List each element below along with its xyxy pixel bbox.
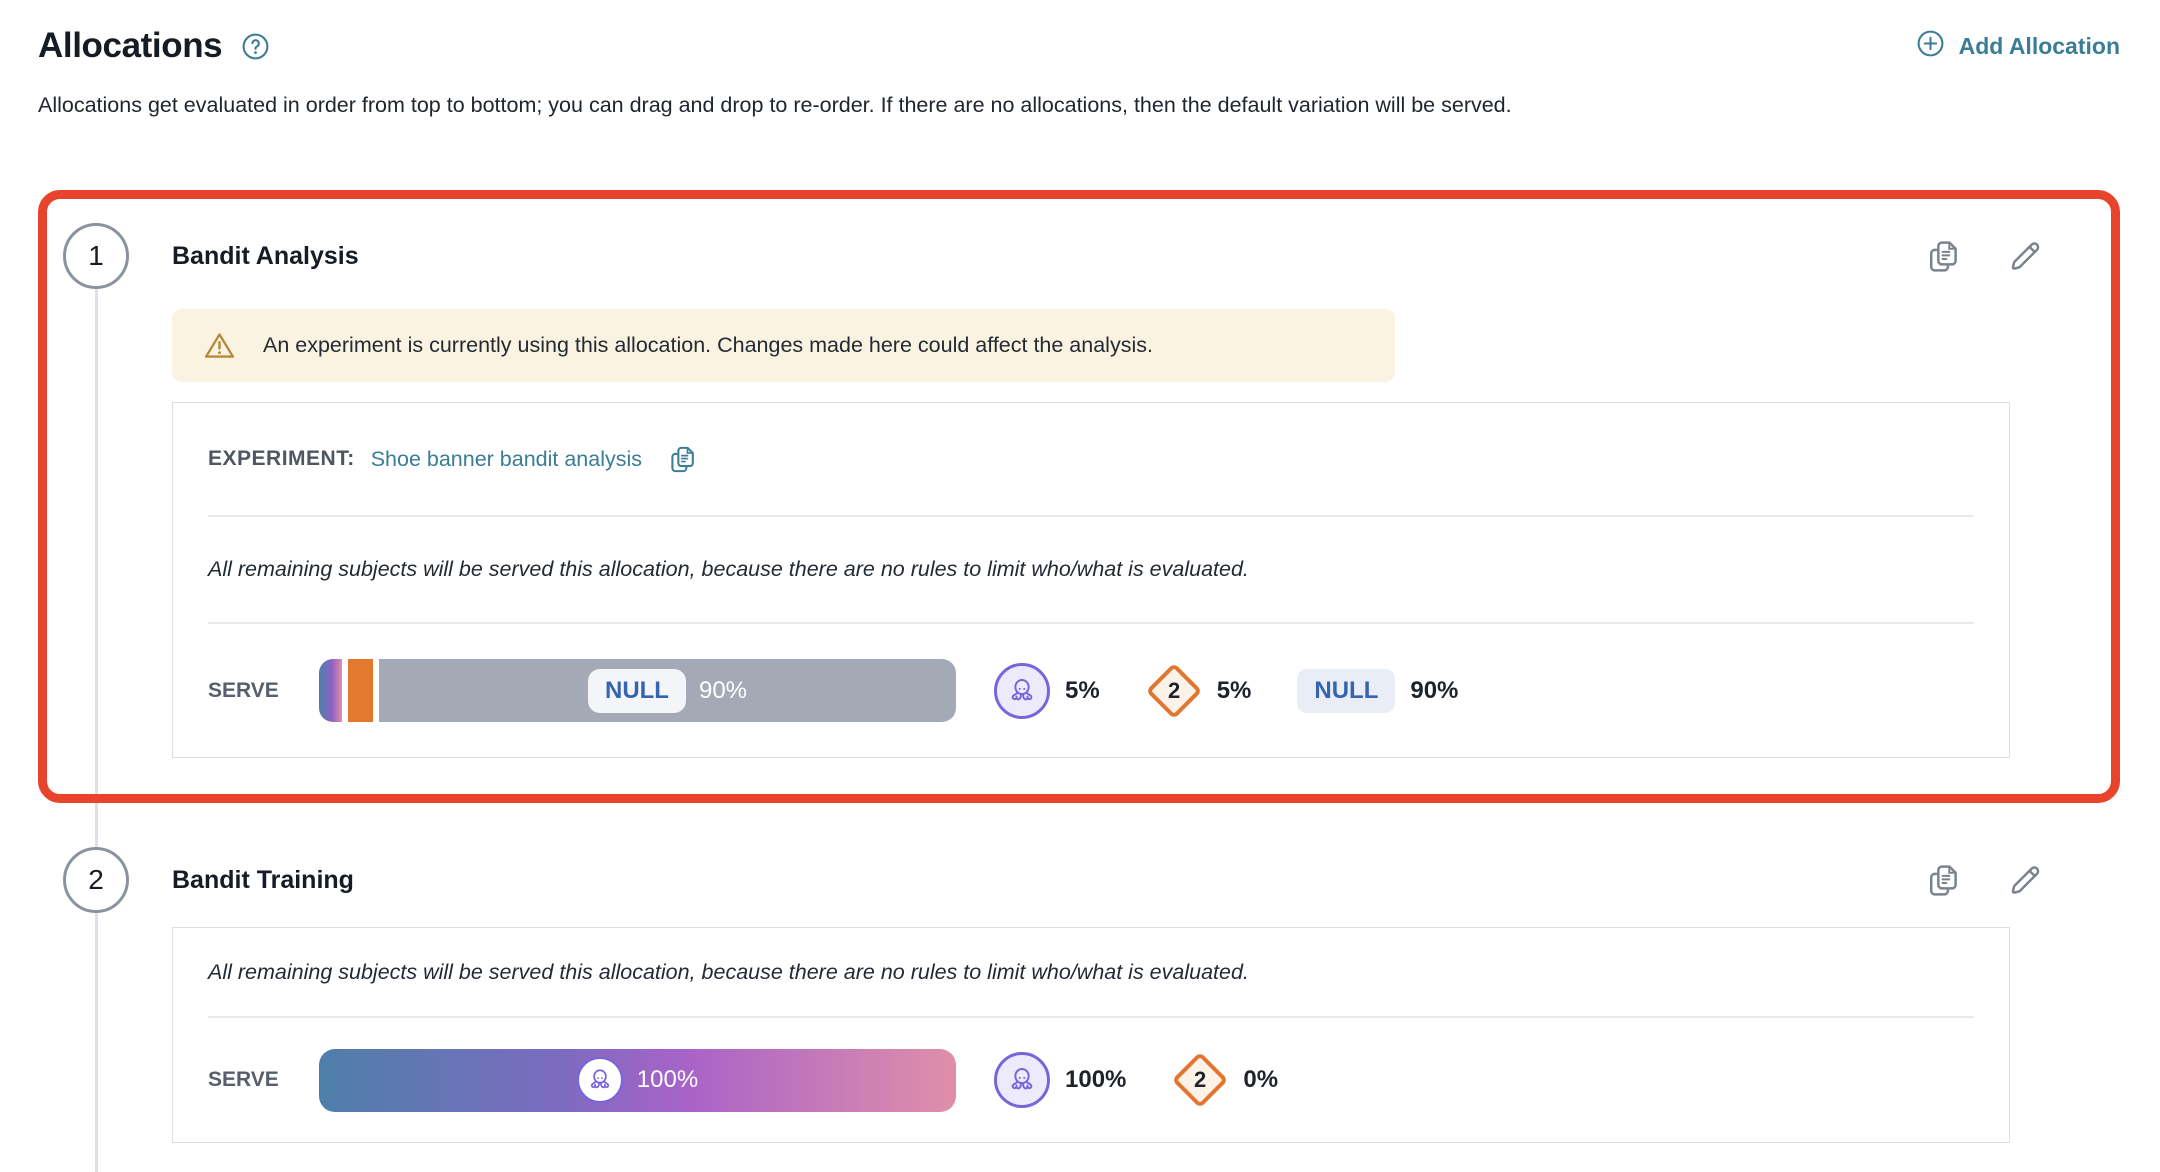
step-number-1: 1: [63, 223, 129, 289]
allocation-1-details: [172, 402, 2010, 758]
edit-pencil-icon[interactable]: [2005, 238, 2042, 275]
experiment-link[interactable]: Shoe banner bandit analysis: [370, 446, 643, 471]
plus-circle-icon: [1915, 28, 1946, 65]
remaining-subjects-note: All remaining subjects will be served this allocation, because there are no rules to limit who/what is evaluated.: [208, 959, 1249, 984]
experiment-warning-banner: [172, 309, 1395, 382]
edit-pencil-icon[interactable]: [2005, 862, 2042, 899]
legend-value: 90%: [1410, 676, 1459, 704]
remaining-subjects-note: All remaining subjects will be served this allocation, because there are no rules to limit who/what is evaluated.: [208, 557, 1249, 581]
serve-bar-1: [319, 659, 956, 722]
serve-legend-1: [994, 663, 1504, 719]
serve-label: SERVE: [208, 678, 279, 702]
page-header: [38, 26, 2120, 66]
copy-experiment-icon[interactable]: [668, 444, 699, 475]
step-column-1: [47, 223, 172, 758]
bar-segment-bandit: [319, 659, 342, 722]
bar-segment-null: [379, 659, 956, 722]
add-allocation-label: Add Allocation: [1958, 32, 2120, 59]
variation-diamond-icon: 2: [1146, 663, 1202, 719]
variation-diamond-icon: 2: [1172, 1052, 1228, 1108]
allocation-card-1: [172, 223, 2111, 758]
bandit-percent: 100%: [636, 1066, 699, 1093]
warning-triangle-icon: [202, 328, 237, 363]
page-title: Allocations: [38, 26, 223, 65]
legend-value: 5%: [1065, 676, 1100, 704]
experiment-label: EXPERIMENT:: [208, 447, 355, 470]
bandit-octopus-icon: [994, 663, 1050, 719]
warning-text: An experiment is currently using this allocation. Changes made here could affect the analysis.: [263, 333, 1153, 357]
legend-value: 5%: [1216, 676, 1252, 704]
null-badge: NULL: [1297, 669, 1395, 713]
allocation-1-highlight: [38, 190, 2120, 803]
allocations-description: Allocations get evaluated in order from top to bottom; you can drag and drop to re-order. If there are no allocations, then the default variation will be served.: [38, 93, 1512, 117]
bandit-octopus-icon: [577, 1057, 623, 1103]
step-column-2: [38, 847, 172, 1143]
add-allocation-button[interactable]: [1915, 28, 2120, 65]
allocation-card-2: [172, 847, 2120, 1143]
bar-segment-variation-2: [348, 659, 373, 722]
duplicate-icon[interactable]: [1926, 862, 1963, 899]
allocation-row-1[interactable]: [47, 223, 2111, 758]
allocation-row-2[interactable]: [38, 847, 2120, 1143]
legend-value: 100%: [1065, 1066, 1127, 1093]
duplicate-icon[interactable]: [1926, 238, 1963, 275]
serve-legend-2: [994, 1052, 1324, 1108]
bandit-octopus-icon: [994, 1052, 1050, 1108]
null-chip: NULL: [588, 669, 686, 713]
null-percent: 90%: [698, 676, 748, 704]
allocation-1-title: Bandit Analysis: [172, 241, 359, 270]
serve-bar-2: [319, 1049, 956, 1112]
legend-value: 0%: [1243, 1066, 1279, 1093]
allocation-2-details: [172, 927, 2010, 1143]
help-icon[interactable]: [240, 31, 271, 62]
allocation-2-title: Bandit Training: [172, 865, 354, 894]
serve-label: SERVE: [208, 1068, 279, 1091]
step-number-2: 2: [63, 847, 129, 913]
